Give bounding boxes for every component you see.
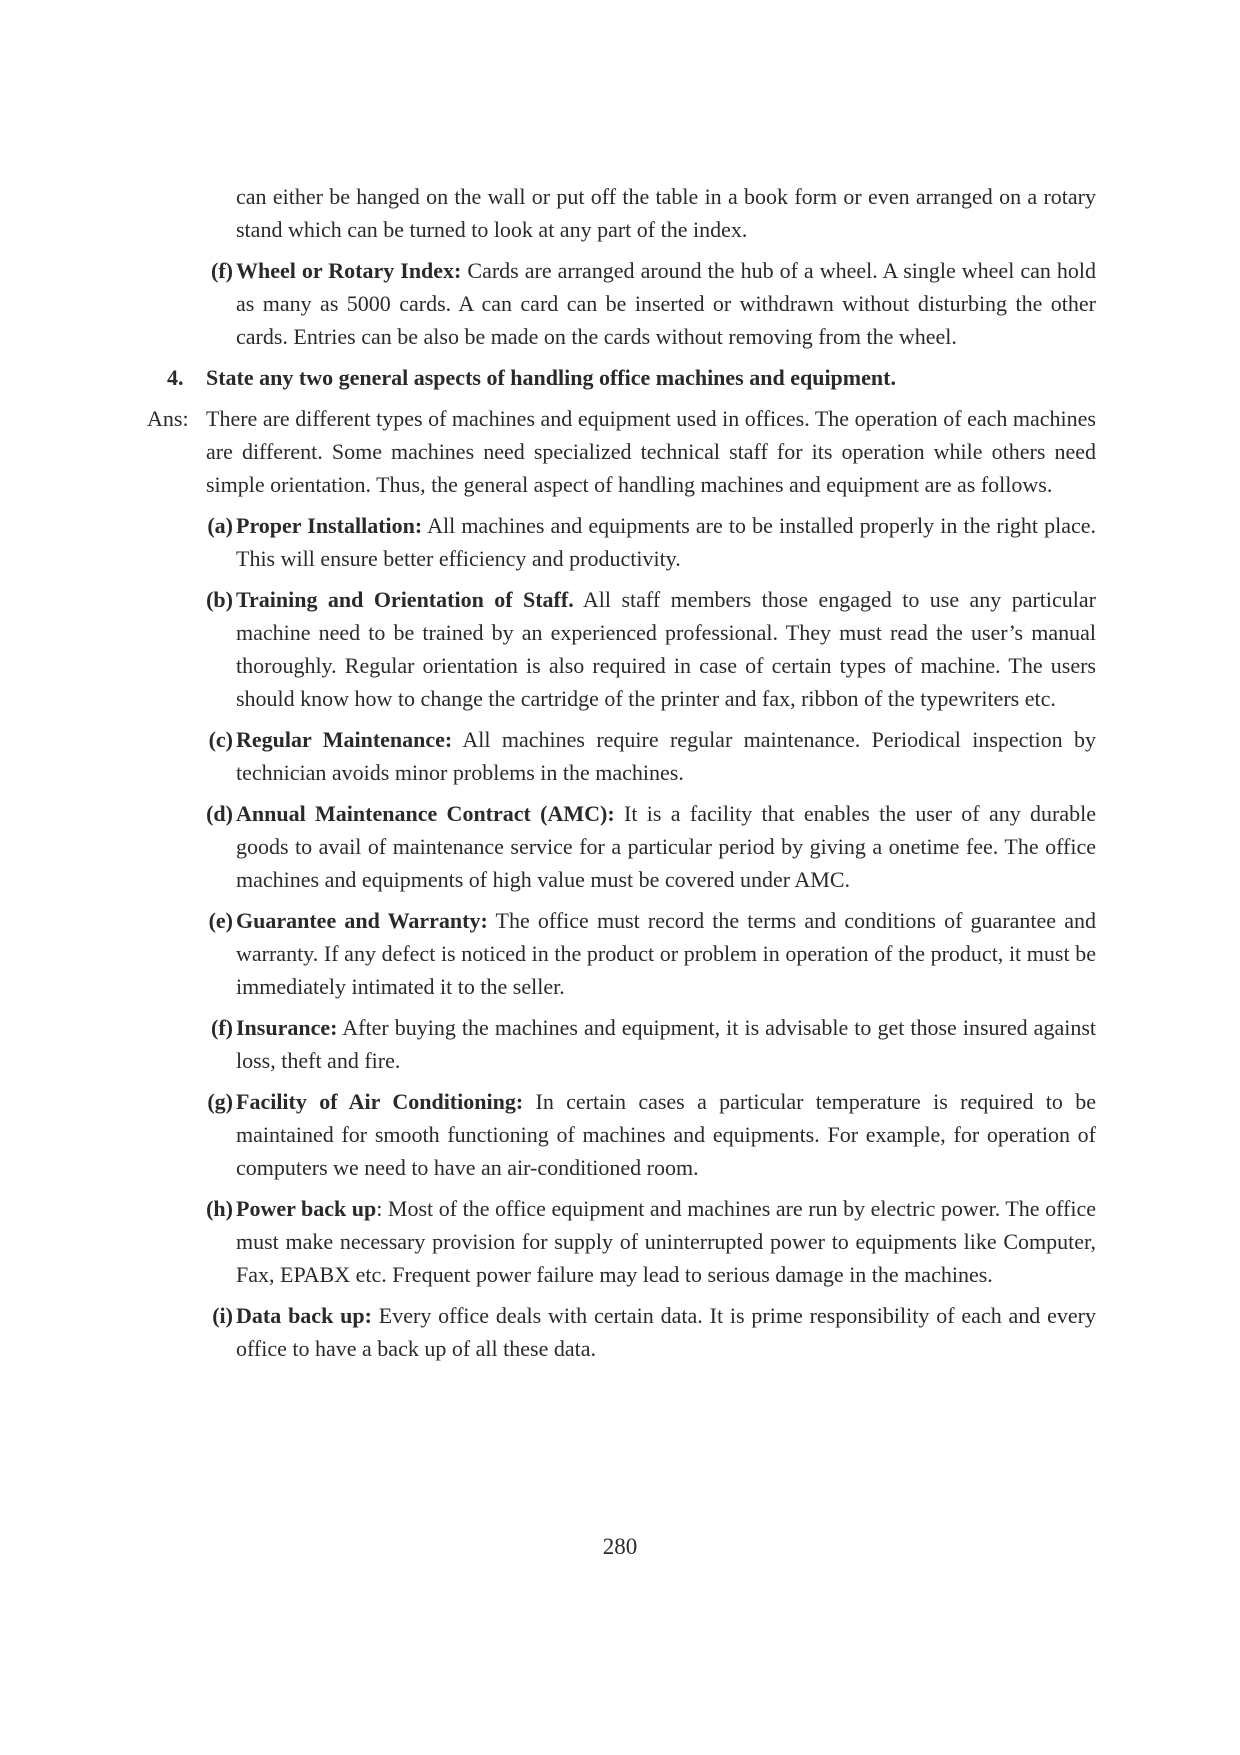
- item-term: Proper Installation:: [236, 513, 423, 538]
- item-label: (b): [206, 587, 233, 612]
- item-label: (f): [211, 258, 233, 283]
- list-item-air-conditioning: [207, 1085, 1096, 1184]
- item-text: Every office deals with certain data. It is prime responsibility of each and every office to have a back up of all these data.: [236, 1303, 1097, 1361]
- item-label: (a): [207, 513, 233, 538]
- question-text: State any two general aspects of handling office machines and equipment.: [206, 365, 896, 390]
- continuation-paragraph: can either be hanged on the wall or put off the table in a book form or even arranged on a rotary stand which can be turned to look at any part of the index.: [236, 184, 1096, 242]
- item-label: (e): [208, 908, 233, 933]
- item-term: Wheel or Rotary Index:: [236, 258, 462, 283]
- item-label: (c): [208, 727, 233, 752]
- item-label: (h): [206, 1196, 233, 1221]
- page-body: [0, 180, 1240, 1373]
- item-term: Guarantee and Warranty:: [236, 908, 488, 933]
- list-item-proper-installation: [207, 509, 1097, 575]
- item-text: Cards are arranged around the hub of a wheel. A single wheel can hold as many as 5000 cards. A can card can be inserted or withdrawn without disturbing the other cards. Entries can be also be made on the cards without removing from the wheel.: [236, 258, 1096, 349]
- item-text: All machines require regular maintenance. Periodical inspection by technician avoids minor problems in the machines.: [236, 727, 1096, 785]
- item-text: All machines and equipments are to be installed properly in the right place. This will ensure better efficiency and productivity.: [236, 513, 1097, 571]
- item-label: (d): [206, 801, 233, 826]
- item-term: Power back up: [236, 1196, 377, 1221]
- page-number: 280: [602, 1534, 638, 1559]
- item-term: Annual Maintenance Contract (AMC):: [236, 801, 615, 826]
- item-text: The office must record the terms and conditions of guarantee and warranty. If any defect is noticed in the product or problem in operation of the product, it must be immediately intimated it to the seller.: [236, 908, 1096, 999]
- list-item-guarantee-warranty: [208, 904, 1096, 1003]
- answer-intro: There are different types of machines and equipment used in offices. The operation of each machines are different. Some machines need specialized technical staff for its operation while others need simple orientation. Thus, the general aspect of handling machines and equipment are as follows.: [206, 406, 1096, 497]
- item-term: Data back up:: [236, 1303, 372, 1328]
- item-term: Training and Orientation of Staff.: [236, 587, 574, 612]
- item-text: After buying the machines and equipment, it is advisable to get those insured against loss, theft and fire.: [236, 1015, 1096, 1073]
- answer-label: Ans:: [147, 406, 189, 431]
- item-label: (g): [207, 1089, 233, 1114]
- answer-paragraph: [147, 402, 1096, 501]
- item-text: All staff members those engaged to use any particular machine need to be trained by an experienced professional. They must read the user’s manual thoroughly. Regular orientation is also required in case of certain types of machine. The users should know how to change the cartridge of the printer and fax, ribbon of the typewriters etc.: [236, 587, 1096, 711]
- list-item-amc: [206, 797, 1097, 896]
- list-item-insurance: [211, 1011, 1096, 1077]
- item-text: It is a facility that enables the user of any durable goods to avail of maintenance service for a particular period by giving a onetime fee. The office machines and equipments of high value must be covered under AMC.: [236, 801, 1097, 892]
- list-item-data-backup: [212, 1299, 1097, 1365]
- item-term: Insurance:: [236, 1015, 338, 1040]
- item-text: : Most of the office equipment and machines are run by electric power. The office must make necessary provision for supply of uninterrupted power to equipments like Computer, Fax, EPABX etc. Frequent power failure may lead to serious damage in the machines.: [236, 1196, 1096, 1287]
- list-item-wheel-index: [211, 254, 1096, 353]
- item-label: (i): [212, 1303, 233, 1328]
- list-item-regular-maintenance: [208, 723, 1096, 789]
- question-number: 4.: [167, 365, 184, 390]
- item-label: (f): [211, 1015, 233, 1040]
- list-item-power-backup: [206, 1192, 1096, 1291]
- item-term: Facility of Air Conditioning:: [236, 1089, 524, 1114]
- question-heading: [167, 361, 1096, 394]
- list-item-training-orientation: [206, 583, 1096, 715]
- item-text: In certain cases a particular temperature is required to be maintained for smooth functioning of machines and equipments. For example, for operation of computers we need to have an air-conditioned room.: [236, 1089, 1096, 1180]
- item-term: Regular Maintenance:: [236, 727, 453, 752]
